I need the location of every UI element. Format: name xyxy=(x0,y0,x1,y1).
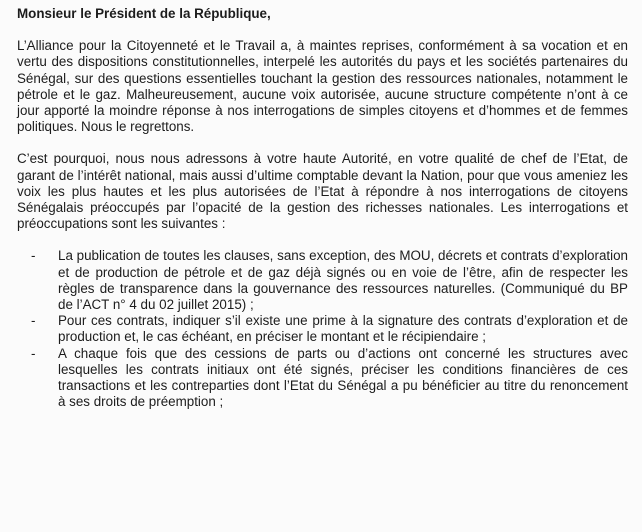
bullet-dash: - xyxy=(31,313,36,329)
points-list xyxy=(17,248,628,410)
list-item-text: Pour ces contrats, indiquer s’il existe une prime à la signature des contrats d’exploration et de production et, le cas échéant, en préciser le montant et le récipiendaire ; xyxy=(58,313,628,345)
list-item xyxy=(17,248,628,313)
paragraph-intro: L’Alliance pour la Citoyenneté et le Travail a, à maintes reprises, conformément à sa vocation et en vertu des dispositions constitutionnelles, interpelé les autorités du pays et les sociétés partenaires du Sénégal, sur des questions essentielles touchant la gestion des ressources nationales, notamment le pétrole et le gaz. Malheureusement, aucune voix autorisée, aucune structure compétente n’ont à ce jour apporté la moindre réponse à nos interrogations de simples citoyens et d’hommes et de femmes politiques. Nous le regrettons. xyxy=(17,38,628,135)
bullet-dash: - xyxy=(31,345,36,361)
list-item-text: La publication de toutes les clauses, sans exception, des MOU, décrets et contrats d’exploration et de production de pétrole et de gaz déjà signés ou en voie de l’être, afin de respecter les règles de transparence dans la gouvernance des ressources naturelles. (Communiqué du BP de l’ACT n° 4 du 02 juillet 2015) ; xyxy=(58,248,628,313)
list-item xyxy=(17,346,628,411)
salutation: Monsieur le Président de la République, xyxy=(17,6,271,21)
list-item xyxy=(17,313,628,345)
paragraph-request: C’est pourquoi, nous nous adressons à votre haute Autorité, en votre qualité de chef de l’Etat, de garant de l’intérêt national, mais aussi d’ultime comptable devant la Nation, pour que vous ameniez les voix les plus hautes et les plus autorisées de l’Etat à répondre à nos interrogations de citoyens Sénégalais préoccupés par l’opacité de la gestion des richesses nationales. Les interrogations et préoccupations sont les suivantes : xyxy=(17,151,628,232)
bullet-dash: - xyxy=(31,248,36,264)
list-item-text: A chaque fois que des cessions de parts ou d’actions ont concerné les structures avec lesquelles les contrats initiaux ont été signés, préciser les conditions financières de ces transactions et les contreparties dont l’Etat du Sénégal a pu bénéficier au titre du renoncement à ses droits de préemption ; xyxy=(58,345,628,410)
